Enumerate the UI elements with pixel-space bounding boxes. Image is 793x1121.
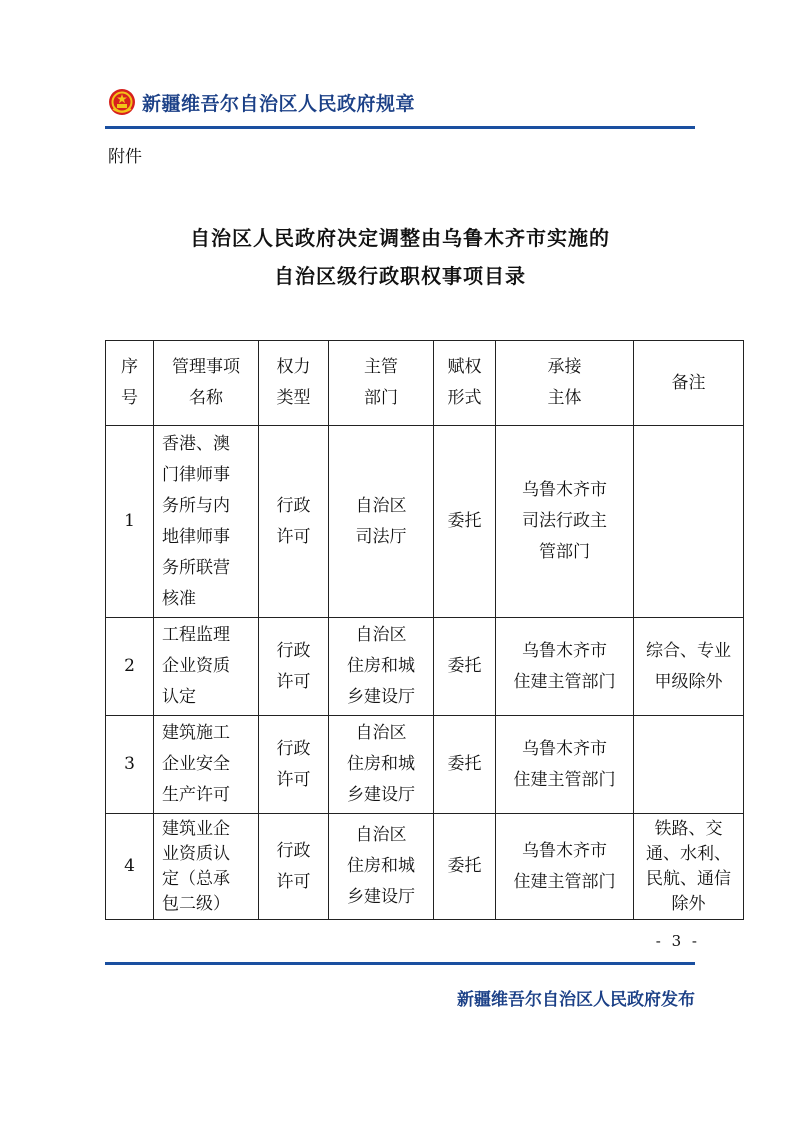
cell-remarks xyxy=(634,426,744,618)
cell-line: 业资质认 xyxy=(162,843,230,864)
cell-line: 企业资质 xyxy=(162,656,230,676)
cell-department xyxy=(329,426,434,618)
cell-line: 行政 xyxy=(276,840,311,861)
cell-power-type xyxy=(259,814,329,920)
cell-line: 综合、专业 xyxy=(646,640,731,661)
cell-line: 除外 xyxy=(671,893,706,914)
cell-line: 甲级除外 xyxy=(654,671,723,692)
cell-grant-form: 委托 xyxy=(434,618,496,716)
cell-line: 司法行政主 xyxy=(522,511,607,531)
table-header-row xyxy=(106,341,744,426)
cell-line: 许可 xyxy=(276,526,311,547)
cell-line: 行政 xyxy=(276,738,311,759)
cell-line: 铁路、交 xyxy=(654,818,723,839)
cell-line: 建筑施工 xyxy=(162,723,230,743)
cell-line: 门律师事 xyxy=(162,464,230,485)
cell-line: 自治区 xyxy=(355,723,407,743)
cell-remarks xyxy=(634,814,744,920)
cell-line: 许可 xyxy=(276,769,311,790)
attachment-label: 附件 xyxy=(108,147,142,167)
cell-line: 住房和城 xyxy=(347,656,415,676)
header-text: 主管 xyxy=(364,357,398,377)
cell-line: 许可 xyxy=(276,671,311,692)
cell-line: 核准 xyxy=(162,588,196,609)
cell-line: 乌鲁木齐市 xyxy=(522,840,607,861)
cell-remarks xyxy=(634,716,744,814)
cell-line: 住房和城 xyxy=(347,856,415,876)
cell-receiving-body xyxy=(496,426,634,618)
header-department xyxy=(329,341,434,426)
cell-line: 乌鲁木齐市 xyxy=(522,738,607,759)
cell-line: 行政 xyxy=(276,640,311,661)
header-text: 管理事项 xyxy=(172,357,240,377)
cell-line: 工程监理 xyxy=(162,625,230,645)
header-divider xyxy=(105,126,695,129)
cell-line: 乌鲁木齐市 xyxy=(522,640,607,661)
cell-seq: 3 xyxy=(106,716,154,814)
header-text: 序 xyxy=(121,357,138,377)
cell-receiving-body xyxy=(496,814,634,920)
cell-line: 住建主管部门 xyxy=(513,871,616,892)
cell-line: 通、水利、 xyxy=(646,843,731,864)
cell-power-type xyxy=(259,426,329,618)
header-text: 号 xyxy=(121,388,138,408)
header-text: 权力 xyxy=(276,357,311,377)
cell-line: 务所联营 xyxy=(162,557,230,578)
table-row xyxy=(106,618,744,716)
cell-line: 自治区 xyxy=(355,825,407,845)
cell-line: 管部门 xyxy=(539,542,590,562)
header-title: 新疆维吾尔自治区人民政府规章 xyxy=(142,92,416,115)
cell-item-name xyxy=(154,716,259,814)
cell-department xyxy=(329,716,434,814)
page-number: - 3 - xyxy=(655,932,700,950)
header-text: 承接 xyxy=(547,357,582,377)
header-text: 备注 xyxy=(671,372,706,393)
cell-remarks xyxy=(634,618,744,716)
header-item-name xyxy=(154,341,259,426)
cell-line: 自治区 xyxy=(355,625,407,645)
cell-line: 住建主管部门 xyxy=(513,671,616,692)
header-text: 部门 xyxy=(364,388,398,408)
cell-line: 务所与内 xyxy=(162,495,230,516)
cell-grant-form: 委托 xyxy=(434,814,496,920)
header-text: 形式 xyxy=(447,388,482,408)
cell-line: 乡建设厅 xyxy=(347,887,415,907)
cell-seq: 1 xyxy=(106,426,154,618)
cell-line: 乌鲁木齐市 xyxy=(522,480,607,500)
power-items-table xyxy=(105,340,744,920)
cell-item-name xyxy=(154,618,259,716)
table-row xyxy=(106,814,744,920)
cell-seq: 2 xyxy=(106,618,154,716)
cell-line: 建筑业企 xyxy=(162,818,230,839)
header-text: 名称 xyxy=(189,388,223,408)
cell-power-type xyxy=(259,618,329,716)
cell-line: 许可 xyxy=(276,871,311,892)
cell-line: 住房和城 xyxy=(347,754,415,774)
table-row xyxy=(106,426,744,618)
footer-publisher: 新疆维吾尔自治区人民政府发布 xyxy=(457,990,695,1010)
cell-item-name xyxy=(154,426,259,618)
cell-grant-form: 委托 xyxy=(434,426,496,618)
header-seq xyxy=(106,341,154,426)
cell-item-name xyxy=(154,814,259,920)
cell-grant-form: 委托 xyxy=(434,716,496,814)
cell-line: 乡建设厅 xyxy=(347,687,415,707)
cell-line: 自治区 xyxy=(355,495,407,516)
cell-line: 定（总承 xyxy=(162,868,230,889)
header-remarks xyxy=(634,341,744,426)
header-text: 赋权 xyxy=(447,357,482,377)
cell-department xyxy=(329,814,434,920)
footer-divider xyxy=(105,962,695,965)
cell-line: 乡建设厅 xyxy=(347,785,415,805)
cell-line: 认定 xyxy=(162,687,196,707)
document-title-line-2: 自治区级行政职权事项目录 xyxy=(274,264,526,288)
table-row xyxy=(106,716,744,814)
document-title-line-1: 自治区人民政府决定调整由乌鲁木齐市实施的 xyxy=(190,226,610,250)
cell-line: 民航、通信 xyxy=(646,868,731,889)
document-header xyxy=(108,82,415,122)
header-power-type xyxy=(259,341,329,426)
header-text: 主体 xyxy=(547,388,582,408)
cell-seq: 4 xyxy=(106,814,154,920)
header-receiving-body xyxy=(496,341,634,426)
cell-line: 行政 xyxy=(276,495,311,516)
cell-receiving-body xyxy=(496,716,634,814)
cell-line: 企业安全 xyxy=(162,754,230,774)
header-text: 类型 xyxy=(276,388,311,408)
cell-receiving-body xyxy=(496,618,634,716)
cell-power-type xyxy=(259,716,329,814)
cell-line: 司法厅 xyxy=(355,526,407,547)
cell-line: 生产许可 xyxy=(162,785,230,805)
cell-line: 包二级） xyxy=(162,893,230,914)
national-emblem-icon xyxy=(108,88,136,116)
cell-department xyxy=(329,618,434,716)
cell-line: 地律师事 xyxy=(162,526,230,547)
header-grant-form xyxy=(434,341,496,426)
cell-line: 住建主管部门 xyxy=(513,769,616,790)
cell-line: 香港、澳 xyxy=(162,433,230,454)
